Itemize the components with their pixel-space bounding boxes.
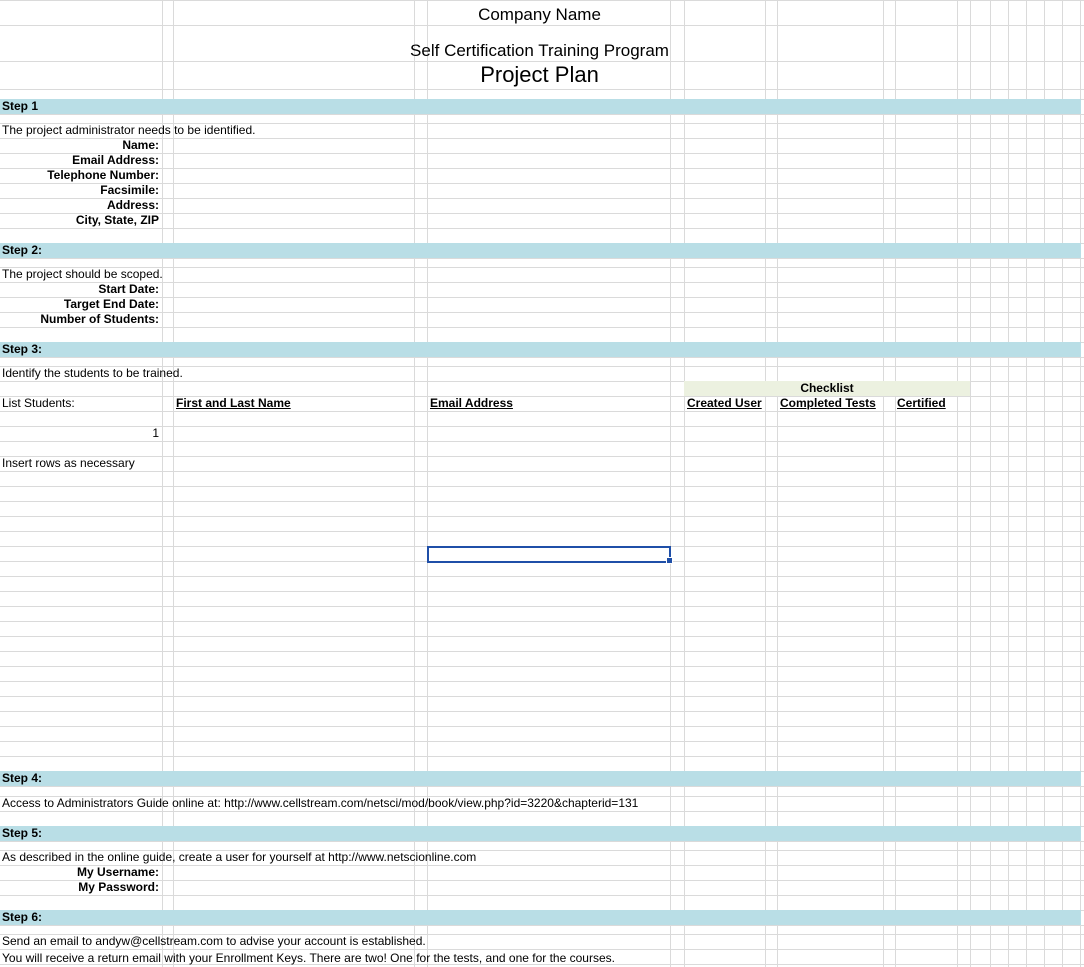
grid-row-line	[0, 726, 1084, 727]
grid-row-line	[0, 168, 1084, 169]
grid-row-line	[0, 636, 1084, 637]
step5-heading: Step 5:	[2, 826, 43, 840]
grid-row-line	[0, 666, 1084, 667]
step2-heading: Step 2:	[2, 243, 43, 257]
grid-row-line	[0, 25, 1084, 26]
step2-band	[0, 243, 1081, 258]
grid-col-line	[173, 0, 174, 967]
grid-col-line	[1080, 0, 1081, 967]
grid-row-line	[0, 501, 1084, 502]
grid-col-line	[1062, 0, 1063, 967]
row-number: 1	[152, 426, 159, 440]
admin-fax-label: Facsimile:	[100, 183, 159, 197]
step3-intro: Identify the students to be trained.	[2, 366, 183, 380]
grid-row-line	[0, 949, 1084, 950]
grid-row-line	[0, 696, 1084, 697]
grid-row-line	[0, 228, 1084, 229]
grid-col-line	[990, 0, 991, 967]
grid-row-line	[0, 357, 1084, 358]
step5-band	[0, 826, 1081, 841]
grid-row-line	[0, 651, 1084, 652]
start-date-label: Start Date:	[98, 282, 159, 296]
grid-col-line	[414, 0, 415, 967]
grid-row-line	[0, 456, 1084, 457]
grid-row-line	[0, 282, 1084, 283]
step1-band	[0, 99, 1081, 114]
grid-col-line	[970, 0, 971, 967]
checklist-heading: Checklist	[800, 381, 854, 395]
fill-handle[interactable]	[666, 557, 673, 564]
grid-row-line	[0, 486, 1084, 487]
grid-row-line	[0, 198, 1084, 199]
grid-row-line	[0, 258, 1084, 259]
step6-heading: Step 6:	[2, 910, 43, 924]
admin-name-label: Name:	[122, 138, 159, 152]
list-students-label: List Students:	[2, 396, 75, 410]
grid-row-line	[0, 741, 1084, 742]
admin-address-label: Address:	[106, 198, 159, 212]
grid-col-line	[777, 0, 778, 967]
grid-row-line	[0, 531, 1084, 532]
admin-phone-label: Telephone Number:	[47, 168, 159, 182]
step5-text: As described in the online guide, create a user for yourself at http://www.netscionline.com	[2, 850, 477, 864]
grid-row-line	[0, 681, 1084, 682]
grid-row-line	[0, 138, 1084, 139]
insert-rows-note: Insert rows as necessary	[2, 456, 135, 470]
grid-row-line	[0, 297, 1084, 298]
grid-row-line	[0, 880, 1084, 881]
step1-heading: Step 1	[2, 99, 39, 113]
step4-heading: Step 4:	[2, 771, 43, 785]
grid-col-line	[1044, 0, 1045, 967]
end-date-label: Target End Date:	[63, 297, 159, 311]
grid-col-line	[684, 0, 685, 967]
step2-intro: The project should be scoped.	[2, 267, 163, 281]
grid-col-line	[895, 0, 896, 967]
grid-row-line	[0, 576, 1084, 577]
grid-col-line	[883, 0, 884, 967]
grid-col-line	[765, 0, 766, 967]
grid-row-line	[0, 114, 1084, 115]
step4-band	[0, 771, 1081, 786]
grid-col-line	[957, 0, 958, 967]
grid-col-line	[670, 0, 671, 967]
password-label: My Password:	[78, 880, 159, 894]
grid-row-line	[0, 756, 1084, 757]
grid-row-line	[0, 895, 1084, 896]
step3-heading: Step 3:	[2, 342, 43, 356]
company-name: Company Name	[478, 5, 601, 24]
program-title: Self Certification Training Program	[410, 41, 669, 60]
step6-line2: You will receive a return email with your Enrollment Keys. There are two! One for the tests, and one for the courses.	[2, 951, 615, 965]
grid-row-line	[0, 213, 1084, 214]
username-label: My Username:	[76, 865, 159, 879]
col-created-header: Created User	[687, 396, 762, 410]
col-certified-header: Certified	[897, 396, 946, 410]
step1-intro: The project administrator needs to be identified.	[2, 123, 256, 137]
grid-row-line	[0, 0, 1084, 1]
grid-row-line	[0, 865, 1084, 866]
col-completed-header: Completed Tests	[780, 396, 876, 410]
grid-row-line	[0, 621, 1084, 622]
grid-row-line	[0, 327, 1084, 328]
grid-row-line	[0, 591, 1084, 592]
grid-col-line	[162, 0, 163, 967]
grid-row-line	[0, 711, 1084, 712]
step3-band	[0, 342, 1081, 357]
step6-line1: Send an email to andyw@cellstream.com to advise your account is established.	[2, 934, 426, 948]
page-title: Project Plan	[480, 62, 599, 87]
grid-row-line	[0, 89, 1084, 90]
grid-row-line	[0, 841, 1084, 842]
selected-cell[interactable]	[427, 546, 671, 563]
admin-email-label: Email Address:	[72, 153, 159, 167]
grid-row-line	[0, 516, 1084, 517]
grid-row-line	[0, 925, 1084, 926]
grid-row-line	[0, 426, 1084, 427]
grid-row-line	[0, 606, 1084, 607]
grid-row-line	[0, 312, 1084, 313]
student-count-label: Number of Students:	[40, 312, 159, 326]
grid-row-line	[0, 471, 1084, 472]
grid-col-line	[427, 0, 428, 967]
step6-band	[0, 910, 1081, 925]
admin-guide-link-text: Access to Administrators Guide online at: http://www.cellstream.com/netsci/mod/book/view.php?id=3220&chapterid=131	[2, 796, 639, 810]
grid-row-line	[0, 441, 1084, 442]
grid-row-line	[0, 183, 1084, 184]
grid-row-line	[0, 153, 1084, 154]
admin-city-label: City, State, ZIP	[75, 213, 159, 227]
grid-row-line	[0, 411, 1084, 412]
col-email-header: Email Address	[430, 396, 513, 410]
grid-row-line	[0, 811, 1084, 812]
grid-col-line	[1008, 0, 1009, 967]
grid-col-line	[1026, 0, 1027, 967]
grid-row-line	[0, 786, 1084, 787]
col-name-header: First and Last Name	[176, 396, 291, 410]
